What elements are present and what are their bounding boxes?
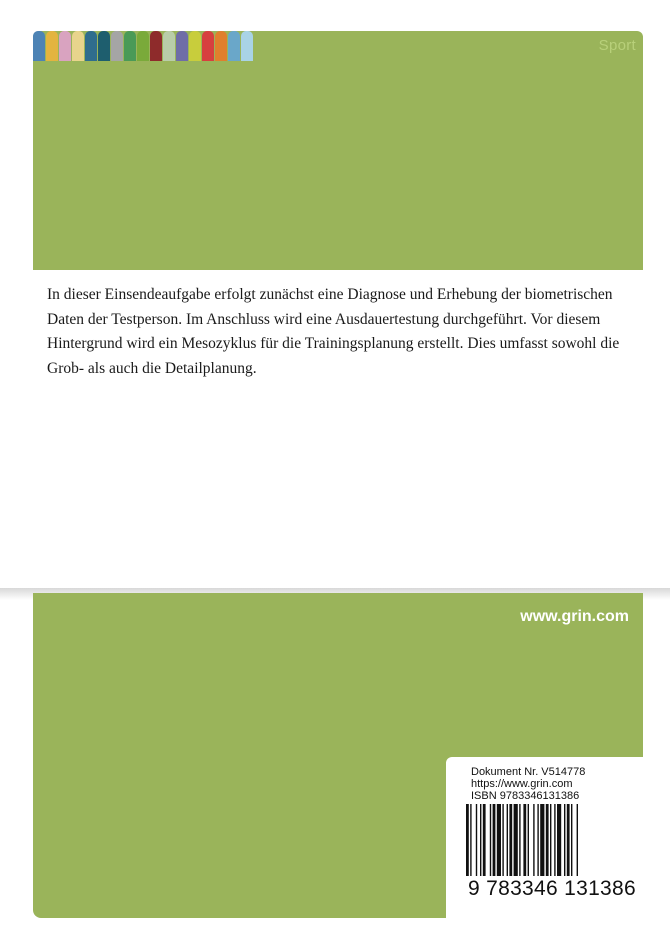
barcode-bar [540, 804, 544, 876]
category-label: Sport [598, 37, 636, 54]
color-tab [163, 31, 175, 61]
document-number: Dokument Nr. V514778 [471, 766, 586, 778]
barcode-bar [571, 804, 572, 876]
color-tab [98, 31, 110, 61]
color-tab [176, 31, 188, 61]
barcode-bar [490, 804, 491, 876]
barcode-bar [577, 804, 578, 876]
color-tab [228, 31, 240, 61]
barcode-bar [528, 804, 529, 876]
color-tab [59, 31, 71, 61]
color-tab [85, 31, 97, 61]
color-tab [111, 31, 123, 61]
barcode-bar [533, 804, 534, 876]
barcode-bar [502, 804, 503, 876]
barcode-bar [554, 804, 555, 876]
book-description: In dieser Einsendeaufgabe erfolgt zunächst eine Diagnose und Erhebung der biometrischen Daten der Testperson. Im Anschluss wird eine Ausdauertestung durchgeführt. Vor diesem Hintergrund wird ein Mesozyklus für die Trainingsplanung erstellt. Dies umfasst sowohl die Grob- als auch die Detailplanung. [47, 286, 620, 377]
barcode-bar [564, 804, 565, 876]
color-tab [215, 31, 227, 61]
barcode-bar [537, 804, 538, 876]
barcode-bar [480, 804, 481, 876]
barcode-bar [557, 804, 561, 876]
barcode-bar [493, 804, 496, 876]
barcode-bar [546, 804, 549, 876]
barcode-bar [523, 804, 526, 876]
barcode-bar [507, 804, 508, 876]
color-tab [124, 31, 136, 61]
publisher-website[interactable]: www.grin.com [520, 608, 629, 625]
color-tab [72, 31, 84, 61]
color-tab [241, 31, 253, 61]
color-tab-strip [33, 31, 254, 61]
top-cover-panel [33, 31, 643, 270]
barcode-bar [470, 804, 471, 876]
barcode-bar [519, 804, 520, 876]
color-tab [202, 31, 214, 61]
barcode-bar [476, 804, 477, 876]
isbn-text: ISBN 9783346131386 [471, 790, 580, 802]
barcode-bar [509, 804, 512, 876]
barcode-bar [497, 804, 501, 876]
color-tab [46, 31, 58, 61]
barcode-icon [466, 804, 626, 876]
barcode-bar [567, 804, 570, 876]
barcode-bar [550, 804, 551, 876]
barcode-bar [466, 804, 469, 876]
isbn-digits: 9 783346 131386 [468, 877, 636, 900]
color-tab [137, 31, 149, 61]
color-tab [33, 31, 45, 61]
barcode-bar [514, 804, 518, 876]
document-url: https://www.grin.com [471, 778, 573, 790]
barcode-bar [483, 804, 486, 876]
color-tab [150, 31, 162, 61]
barcode-label [446, 757, 643, 918]
color-tab [189, 31, 201, 61]
